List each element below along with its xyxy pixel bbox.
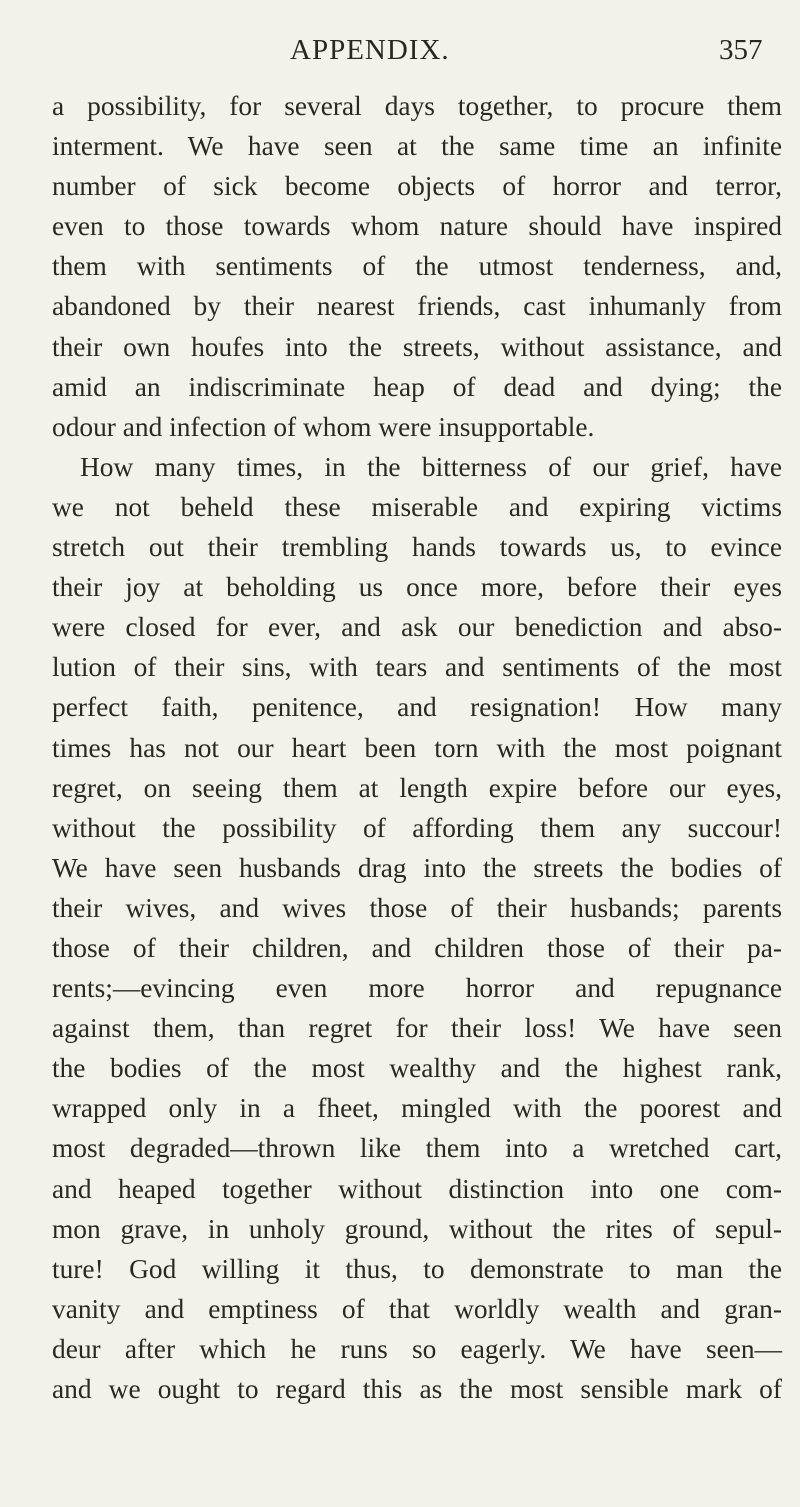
body-text	[52, 86, 782, 1409]
page-number: 357	[719, 34, 763, 66]
text-line: number of sick become objects of horror and terror,	[52, 171, 782, 202]
text-line: the bodies of the most wealthy and the highest rank,	[52, 1053, 782, 1084]
text-line: most degraded—thrown like them into a wretched cart,	[52, 1133, 782, 1164]
running-head	[0, 34, 800, 74]
text-line: deur after which he runs so eagerly. We have seen—	[52, 1333, 782, 1364]
text-line: How many times, in the bitterness of our grief, have	[80, 451, 782, 482]
text-line: stretch out their trembling hands towards us, to evince	[52, 532, 782, 563]
text-line: and we ought to regard this as the most sensible mark of	[52, 1374, 782, 1404]
text-line: without the possibility of affording them any succour!	[52, 812, 782, 843]
text-line: a possibility, for several days together, to procure them	[52, 91, 782, 121]
text-line: ture! God willing it thus, to demonstrate to man the	[52, 1253, 782, 1284]
text-line: against them, than regret for their loss! We have seen	[52, 1013, 782, 1044]
text-line: vanity and emptiness of that worldly wealth and gran-	[52, 1293, 782, 1324]
text-line: interment. We have seen at the same time an infinite	[52, 131, 782, 162]
text-line: their wives, and wives those of their husbands; parents	[52, 892, 782, 923]
text-line: We have seen husbands drag into the streets the bodies of	[52, 852, 782, 883]
text-line: their own houfes into the streets, without assistance, and	[52, 331, 782, 362]
text-line: their joy at beholding us once more, before their eyes	[52, 572, 782, 603]
text-line: odour and infection of whom were insupportable.	[52, 411, 595, 442]
running-title: APPENDIX.	[290, 34, 450, 66]
text-line: regret, on seeing them at length expire before our eyes,	[52, 772, 782, 803]
text-line: rents;—evincing even more horror and repugnance	[52, 973, 782, 1004]
text-line: those of their children, and children those of their pa-	[52, 932, 782, 963]
text-line: abandoned by their nearest friends, cast inhumanly from	[52, 291, 782, 322]
text-line: were closed for ever, and ask our benediction and abso-	[52, 612, 782, 643]
text-line: lution of their sins, with tears and sentiments of the most	[52, 652, 782, 683]
text-line: even to those towards whom nature should have inspired	[52, 211, 782, 242]
text-line: them with sentiments of the utmost tenderness, and,	[52, 251, 782, 282]
text-line: perfect faith, penitence, and resignation! How many	[52, 692, 782, 723]
text-line: we not beheld these miserable and expiring victims	[52, 491, 782, 522]
text-line: wrapped only in a fheet, mingled with the poorest and	[52, 1093, 782, 1124]
text-line: times has not our heart been torn with the most poignant	[52, 732, 782, 763]
text-line: and heaped together without distinction into one com-	[52, 1173, 782, 1204]
text-line: amid an indiscriminate heap of dead and dying; the	[52, 371, 782, 402]
text-line: mon grave, in unholy ground, without the rites of sepul-	[52, 1213, 782, 1244]
